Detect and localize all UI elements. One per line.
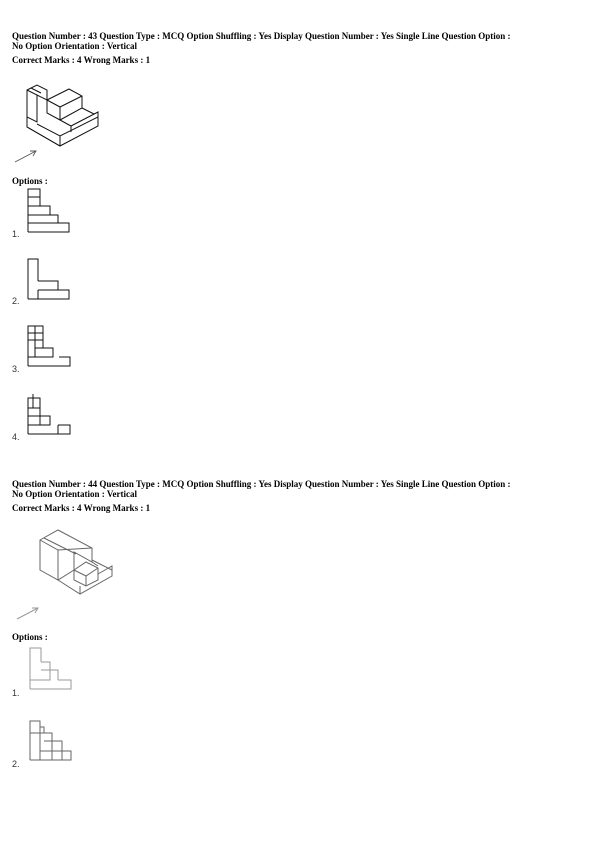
option-3[interactable] xyxy=(12,326,82,378)
question-header-line2: No Option Orientation : Vertical xyxy=(12,41,137,51)
question-marks: Correct Marks : 4 Wrong Marks : 1 xyxy=(12,55,151,65)
isometric-figure xyxy=(36,528,118,598)
viewing-direction-arrow xyxy=(14,148,40,164)
option-number: 2. xyxy=(12,759,20,769)
viewing-direction-arrow xyxy=(16,605,42,621)
option-number: 1. xyxy=(12,229,20,239)
option-2[interactable] xyxy=(12,719,82,771)
option-number: 1. xyxy=(12,688,20,698)
option-number: 2. xyxy=(12,296,20,306)
question-marks: Correct Marks : 4 Wrong Marks : 1 xyxy=(12,503,151,513)
option-4-figure xyxy=(28,394,73,439)
question-43 xyxy=(12,31,582,65)
question-header-line2: No Option Orientation : Vertical xyxy=(12,489,137,499)
option-number: 4. xyxy=(12,432,20,442)
option-1[interactable] xyxy=(12,189,82,241)
question-44 xyxy=(12,479,582,513)
option-1-figure xyxy=(30,648,75,693)
options-label: Options : xyxy=(12,176,48,186)
question-header xyxy=(12,479,582,499)
option-2[interactable] xyxy=(12,259,82,311)
question-header-line1: Question Number : 43 Question Type : MCQ Option Shuffling : Yes Display Question Number : Yes Single Line Question Option : xyxy=(12,31,511,41)
question-header-line1: Question Number : 44 Question Type : MCQ Option Shuffling : Yes Display Question Number : Yes Single Line Question Option : xyxy=(12,479,511,489)
option-2-figure xyxy=(28,259,73,304)
question-header xyxy=(12,31,582,51)
options-label: Options : xyxy=(12,632,48,642)
option-4[interactable] xyxy=(12,394,82,446)
option-number: 3. xyxy=(12,364,20,374)
option-1-figure xyxy=(28,189,73,234)
option-2-figure xyxy=(30,719,75,764)
option-3-figure xyxy=(28,326,73,371)
option-1[interactable] xyxy=(12,648,82,700)
